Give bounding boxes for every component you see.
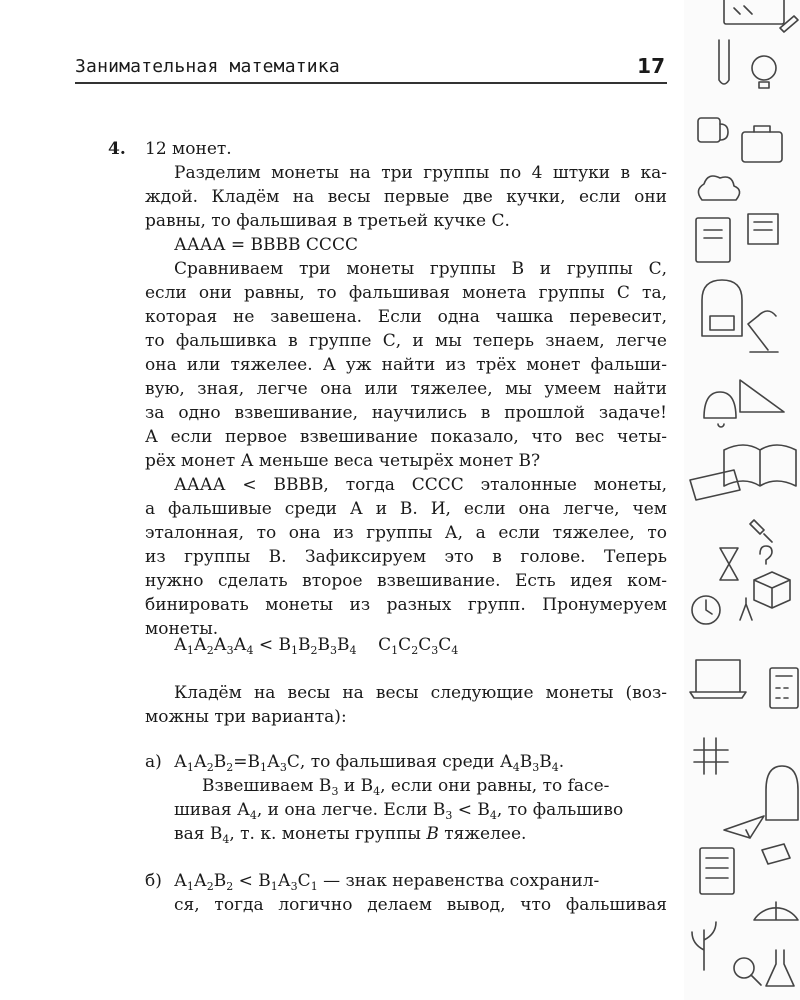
case-a-line-3: шивая $А_4$, и она легче. Если $В_3 < В_4$, то фальшиво — [174, 800, 624, 822]
problem-title: 12 монет. — [145, 139, 232, 159]
equation-1: АААА = ВВВВ СССС — [174, 235, 358, 255]
para-line: то фальшивка в группе С, и мы теперь знаем, легче — [145, 331, 667, 351]
doodle-border-decoration — [684, 0, 800, 1000]
para-line: она или тяжелее. А уж найти из трёх монет фальши- — [145, 355, 667, 375]
para-line: рёх монет А меньше веса четырёх монет В? — [145, 451, 541, 471]
para-line: АААА < ВВВВ, тогда СССС эталонные монеты, — [174, 475, 667, 495]
para-line: а фальшивые среди А и В. И, если она легче, чем — [145, 499, 667, 519]
case-b-tail: — знак неравенства сохранил- — [323, 871, 600, 891]
case-a-line-4: вая $В_4$, т. к. монеты группы B тяжелее. — [174, 824, 527, 846]
para-line: бинировать монеты из разных групп. Пронумеруем — [145, 595, 667, 615]
para-line: монеты. — [145, 619, 219, 639]
running-header — [75, 50, 667, 82]
para-line: которая не завешена. Если одна чашка перевесит, — [145, 307, 667, 327]
para-line: вую, зная, легче она или тяжелее, мы умеем найти — [145, 379, 667, 399]
para-line: Кладём на весы на весы следующие монеты (воз- — [174, 683, 667, 703]
case-a-line-2: Взвешиваем $В_3$ и $В_4$, если они равны, то face- — [202, 776, 610, 798]
problem-number: 4. — [108, 139, 126, 159]
para-line: можны три варианта): — [145, 707, 347, 727]
case-b-line-1: $А_1А_2В_2 < В_1А_3С_1$ — знак неравенства сохранил- — [174, 871, 600, 893]
para-line: из группы В. Зафиксируем это в голове. Теперь — [145, 547, 667, 567]
para-line: Разделим монеты на три группы по 4 штуки в ка- — [174, 163, 667, 183]
page-number: 17 — [637, 54, 665, 78]
equation-numbered: $А_1А_2А_3А_4 < В_1В_2В_3В_4$ $С_1С_2С_3С_4$ — [174, 635, 459, 657]
para-line: нужно сделать второе взвешивание. Есть идея ком- — [145, 571, 667, 591]
header-rule — [75, 82, 667, 84]
para-line: если они равны, то фальшивая монета группы С та, — [145, 283, 667, 303]
header-title: Занимательная математика — [75, 56, 340, 77]
para-line: Сравниваем три монеты группы В и группы С, — [174, 259, 667, 279]
para-line: ждой. Кладём на весы первые две кучки, если они — [145, 187, 667, 207]
para-line: за одно взвешивание, научились в прошлой задаче! — [145, 403, 667, 423]
case-a-tail: , то фальшивая среди — [299, 752, 495, 772]
para-line: А если первое взвешивание показало, что вес четы- — [145, 427, 667, 447]
para-line: эталонная, то она из группы А, а если тяжелее, то — [145, 523, 667, 543]
para-line: равны, то фальшивая в третьей кучке С. — [145, 211, 510, 231]
case-b-line-2: ся, тогда логично делаем вывод, что фальшивая — [174, 895, 667, 915]
case-b-label: б) — [145, 871, 162, 891]
case-a-line-1: $А_1А_2В_2=В_1А_3С$, то фальшивая среди $А_4В_3В_4$. — [174, 752, 565, 774]
case-a-label: а) — [145, 752, 162, 772]
